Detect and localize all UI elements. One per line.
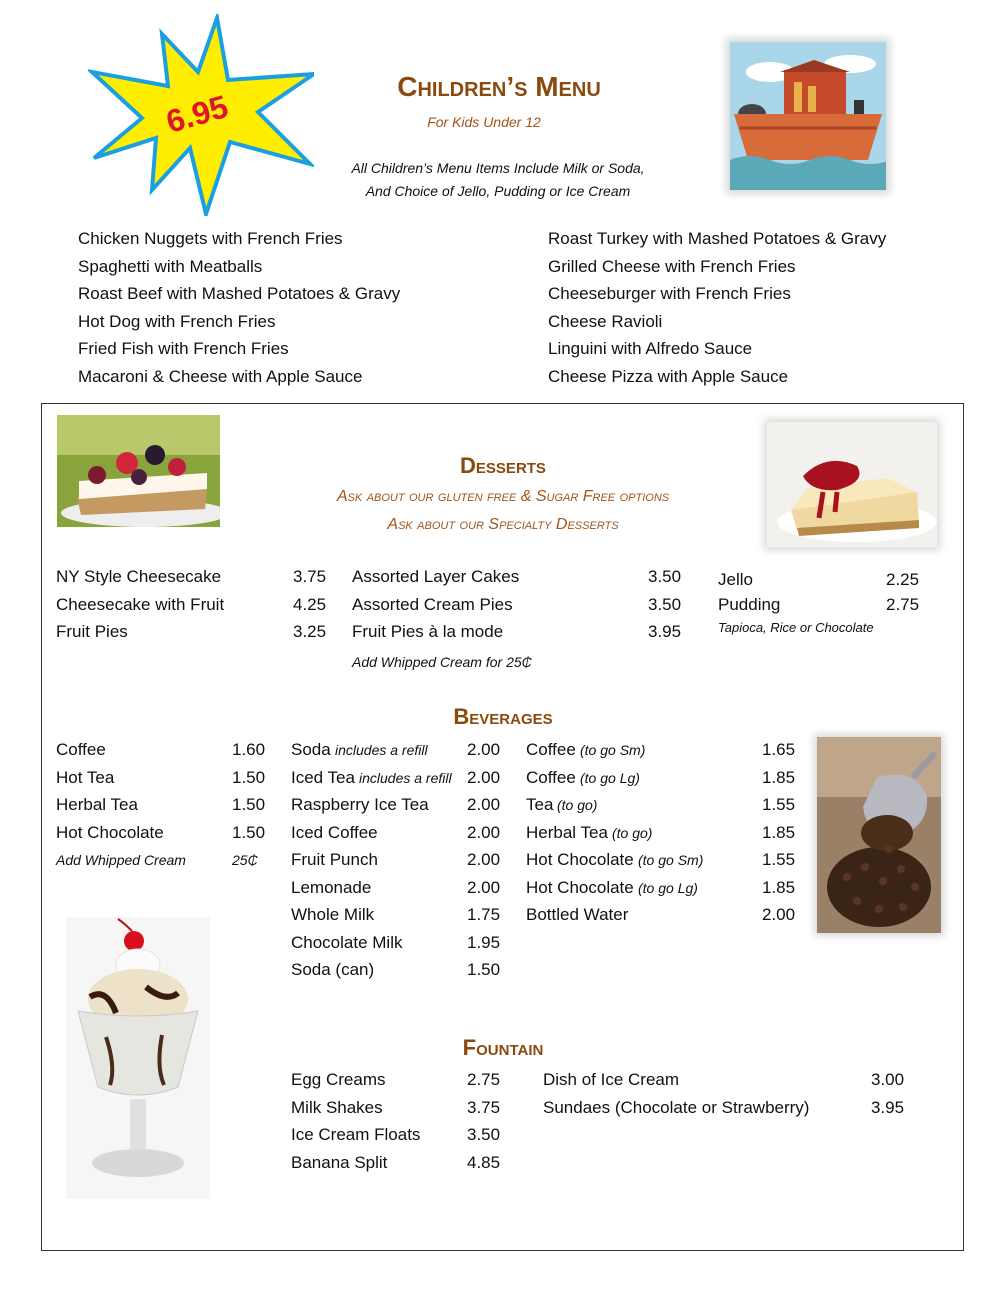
menu-item-row (291, 1070, 507, 1090)
menu-item-name: Bottled Water (526, 905, 629, 924)
menu-item-name: Pudding (718, 595, 781, 614)
menu-item-price: 2.00 (467, 822, 501, 842)
menu-item-name: Milk Shakes (291, 1097, 383, 1117)
menu-item-price: 3.95 (648, 622, 682, 641)
menu-item-row (291, 823, 507, 843)
menu-item-name: Lemonade (291, 877, 372, 897)
menu-item-price: 1.85 (762, 767, 796, 787)
menu-item-row (291, 878, 507, 898)
menu-item-price: 3.00 (871, 1070, 905, 1089)
menu-item-name: Soda (291, 740, 331, 759)
menu-item-row (291, 1125, 507, 1145)
menu-item-row (543, 1098, 911, 1118)
menu-item-price: 1.55 (762, 795, 796, 814)
kids-menu-item: Spaghetti with Meatballs (78, 256, 263, 276)
menu-item-price: 1.75 (467, 905, 501, 924)
menu-item-row (56, 740, 272, 760)
menu-item-name: Coffee (526, 740, 576, 759)
menu-item-price: 2.00 (467, 795, 501, 814)
kids-menu-item: Roast Beef with Mashed Potatoes & Gravy (78, 284, 401, 303)
menu-item-price: 4.85 (467, 1152, 501, 1172)
menu-item-price: 1.50 (232, 767, 266, 787)
kids-menu-item: Linguini with Alfredo Sauce (548, 339, 753, 358)
menu-item-row (291, 740, 507, 760)
kids-menu-item: Cheeseburger with French Fries (548, 284, 791, 303)
kids-menu-item: Cheese Pizza with Apple Sauce (548, 366, 789, 386)
menu-item-name: NY Style Cheesecake (56, 567, 222, 586)
menu-item-qualifier: (to go) (612, 824, 653, 841)
menu-item-name: Coffee (526, 767, 576, 787)
menu-item-price: 3.50 (467, 1125, 501, 1144)
menu-item-qualifier: includes a refill (335, 742, 428, 758)
menu-item-qualifier: (to go) (557, 797, 598, 813)
fountain-heading: Fountain (462, 1035, 544, 1060)
kids-menu-item: Grilled Cheese with French Fries (548, 256, 796, 276)
menu-item-name: Egg Creams (291, 1070, 386, 1089)
menu-item-name: Hot Chocolate (56, 822, 164, 842)
menu-item-name: Fruit Pies à la mode (352, 622, 504, 641)
menu-item-price: 3.50 (648, 594, 682, 614)
menu-item-name: Dish of Ice Cream (543, 1070, 680, 1089)
menu-item-row (291, 1098, 507, 1118)
menu-item-price: 1.50 (232, 795, 266, 814)
menu-item-row (291, 933, 507, 953)
menu-item-name: Raspberry Ice Tea (291, 795, 429, 814)
beverages-heading: Beverages (453, 704, 553, 729)
menu-item-name: Hot Chocolate (526, 877, 634, 897)
menu-item-row (718, 595, 926, 615)
menu-item-name: Iced Tea (291, 767, 355, 787)
menu-item-name: Fruit Punch (291, 850, 378, 869)
menu-item-name: Herbal Tea (526, 822, 608, 842)
menu-item-price: 3.25 (293, 622, 327, 641)
menu-item-qualifier: (to go Lg) (638, 879, 698, 896)
menu-item-price: 3.50 (648, 567, 682, 586)
menu-item-row (526, 768, 802, 788)
berry-pie-image (57, 415, 220, 527)
menu-item-name: Hot Tea (56, 767, 115, 787)
price-burst-text: 6.95 (162, 88, 232, 140)
whipped-cream-note: Add Whipped Cream for 25₵ (352, 654, 532, 670)
menu-item-price: 2.75 (886, 595, 920, 614)
menu-item-row (291, 850, 507, 870)
kids-menu-item: Hot Dog with French Fries (78, 311, 276, 331)
menu-item-row (526, 878, 802, 898)
menu-item-row (56, 768, 272, 788)
pudding-flavors-note: Tapioca, Rice or Chocolate (718, 620, 874, 635)
beverages-whipped-cream-label: Add Whipped Cream (56, 852, 186, 868)
menu-item-row (56, 622, 333, 642)
menu-item-row (526, 795, 802, 815)
menu-item-name: Assorted Layer Cakes (352, 567, 520, 586)
desserts-gluten-note: Ask about our gluten free & Sugar Free options (336, 488, 670, 505)
menu-item-name: Coffee (56, 740, 106, 759)
kids-menu-item: Macaroni & Cheese with Apple Sauce (78, 366, 363, 386)
menu-item-qualifier: (to go Sm) (580, 742, 646, 758)
menu-item-row (526, 905, 802, 925)
menu-item-price: 2.00 (467, 850, 501, 869)
menu-item-price: 2.00 (467, 740, 501, 759)
menu-item-price: 1.85 (762, 877, 796, 897)
menu-item-name: Herbal Tea (56, 795, 138, 814)
menu-item-price: 4.25 (293, 594, 327, 614)
menu-item-row (526, 823, 802, 843)
includes-line-2: And Choice of Jello, Pudding or Ice Cream (365, 183, 631, 199)
menu-item-price: 3.75 (293, 567, 327, 586)
menu-item-row (291, 905, 507, 925)
kids-menu-item: Cheese Ravioli (548, 311, 663, 331)
menu-item-row (543, 1070, 911, 1090)
menu-item-row (526, 740, 802, 760)
menu-item-row (291, 768, 507, 788)
menu-item-price: 1.65 (762, 740, 796, 759)
menu-item-price: 1.85 (762, 822, 796, 842)
menu-item-row (291, 795, 507, 815)
menu-item-row (56, 595, 333, 615)
menu-item-name: Chocolate Milk (291, 932, 403, 952)
menu-item-name: Sundaes (Chocolate or Strawberry) (543, 1097, 810, 1117)
menu-item-row (56, 567, 333, 587)
menu-item-name: Hot Chocolate (526, 850, 634, 869)
menu-item-row (526, 850, 802, 870)
menu-item-row (291, 960, 507, 980)
menu-item-name: Banana Split (291, 1152, 388, 1172)
menu-item-qualifier: (to go Lg) (580, 769, 640, 786)
menu-item-name: Iced Coffee (291, 822, 378, 842)
menu-item-price: 3.75 (467, 1097, 501, 1117)
desserts-specialty-note: Ask about our Specialty Desserts (387, 516, 619, 533)
menu-item-row (56, 823, 272, 843)
beverages-whipped-cream-price: 25₵ (232, 852, 258, 868)
menu-item-price: 1.95 (467, 932, 501, 952)
menu-item-price: 3.95 (871, 1097, 905, 1117)
menu-item-name: Ice Cream Floats (291, 1125, 421, 1144)
menu-item-name: Soda (can) (291, 960, 375, 979)
noahs-ark-image (730, 42, 886, 190)
includes-line-1: All Children’s Menu Items Include Milk or Soda, (351, 160, 645, 176)
menu-item-row (352, 595, 688, 615)
page-subtitle: For Kids Under 12 (427, 114, 541, 130)
menu-item-name: Tea (526, 795, 554, 814)
coffee-beans-image (817, 737, 941, 933)
cheesecake-image (767, 422, 937, 547)
menu-item-price: 1.50 (467, 960, 501, 979)
menu-item-price: 1.55 (762, 850, 796, 869)
kids-menu-item: Roast Turkey with Mashed Potatoes & Gravy (548, 229, 887, 248)
menu-item-price: 2.00 (467, 767, 501, 787)
page-title: Children’s Menu (397, 71, 601, 102)
menu-item-qualifier: includes a refill (359, 769, 452, 786)
menu-item-name: Cheesecake with Fruit (56, 594, 225, 614)
menu-item-row (352, 567, 688, 587)
menu-item-price: 2.00 (467, 877, 501, 897)
kids-menu-item: Chicken Nuggets with French Fries (78, 229, 343, 248)
menu-item-price: 1.50 (232, 822, 266, 842)
menu-item-row (352, 622, 688, 642)
menu-item-name: Assorted Cream Pies (352, 594, 513, 614)
sundae-image (66, 917, 210, 1199)
menu-item-price: 1.60 (232, 740, 266, 759)
menu-item-qualifier: (to go Sm) (638, 852, 704, 868)
desserts-heading: Desserts (460, 453, 546, 478)
menu-item-row (718, 570, 926, 590)
menu-item-name: Whole Milk (291, 905, 375, 924)
menu-item-price: 2.75 (467, 1070, 501, 1089)
menu-item-price: 2.25 (886, 570, 920, 589)
menu-item-name: Fruit Pies (56, 622, 128, 641)
menu-item-row (56, 795, 272, 815)
menu-item-name: Jello (718, 570, 753, 589)
menu-item-price: 2.00 (762, 905, 796, 924)
kids-menu-item: Fried Fish with French Fries (78, 339, 289, 358)
price-burst (88, 14, 314, 216)
menu-item-row (291, 1153, 507, 1173)
